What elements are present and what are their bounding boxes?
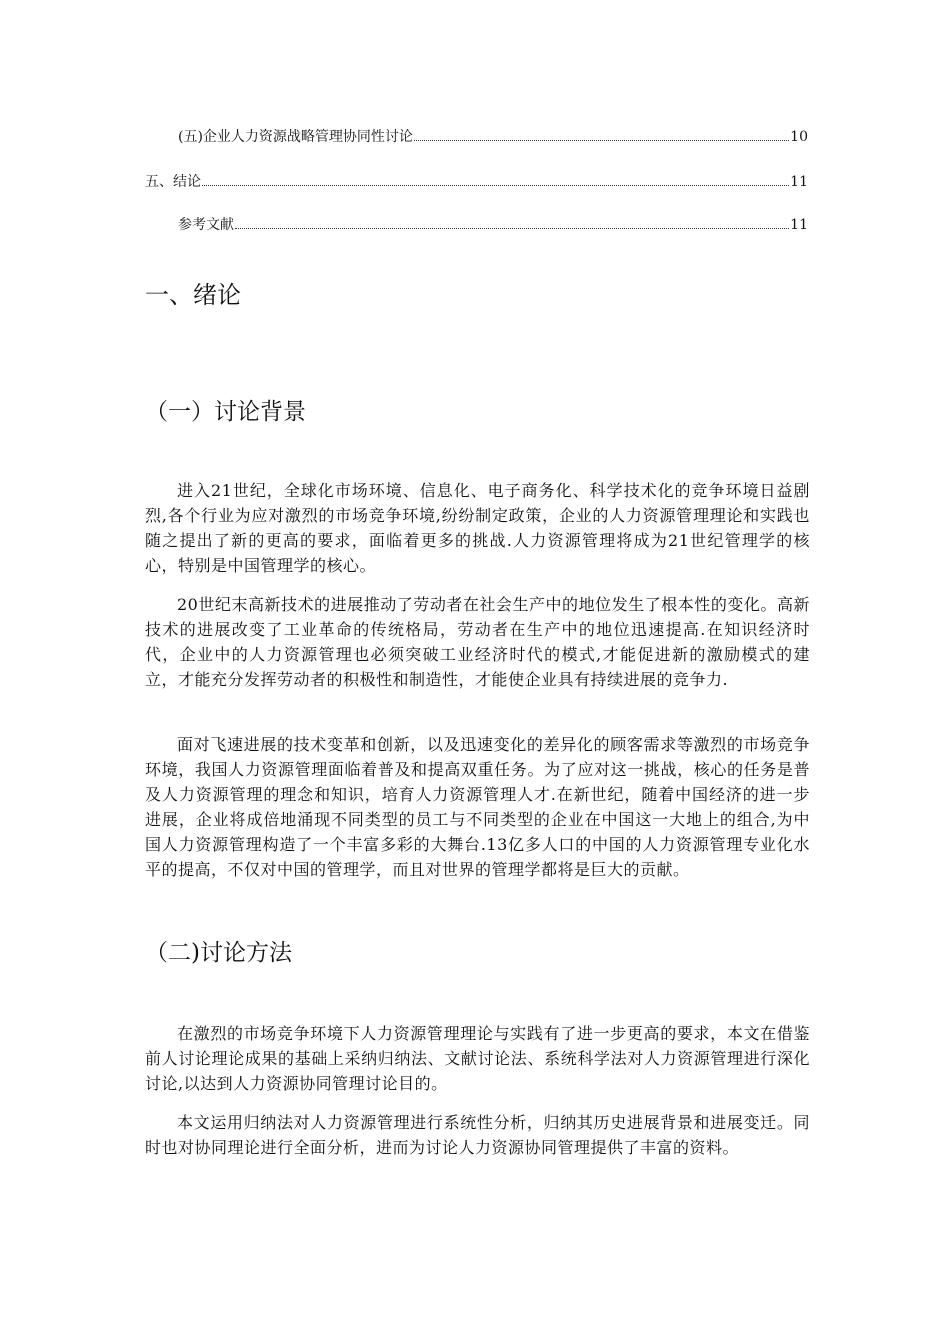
toc-leader-dots <box>202 173 789 186</box>
toc-entry-label: 五、结论 <box>145 174 201 190</box>
toc-entry-page: 11 <box>790 174 808 190</box>
toc-entry-label: (五)企业人力资源战略管理协同性讨论 <box>178 129 413 145</box>
toc-leader-dots <box>414 128 789 141</box>
body-paragraph: 本文运用归纳法对人力资源管理进行系统性分析，归纳其历史进展背景和进展变迁。同时也对协同理论进行全面分析，进而为讨论人力资源协同管理提供了丰富的资料。 <box>145 1113 810 1157</box>
toc-entry[interactable] <box>145 173 808 191</box>
toc-leader-dots <box>235 216 789 229</box>
toc-entry-page: 11 <box>790 217 808 233</box>
subsection-heading: （一）讨论背景 <box>145 399 306 425</box>
body-paragraph: 20世纪末高新技术的进展推动了劳动者在社会生产中的地位发生了根本性的变化。高新技术的进展改变了工业革命的传统格局，劳动者在生产中的地位迅速提高.在知识经济时代，企业中的人力资源管理也必须突破工业经济时代的模式,才能促进新的激励模式的建立，才能充分发挥劳动者的积极性和制造性，才能使企业具有持续进展的竞争力. <box>145 595 810 689</box>
body-paragraph: 在激烈的市场竞争环境下人力资源管理理论与实践有了进一步更高的要求，本文在借鉴前人讨论理论成果的基础上采纳归纳法、文献讨论法、系统科学法对人力资源管理进行深化讨论,以达到人力资源协同管理讨论目的。 <box>145 1024 810 1093</box>
toc-entry[interactable] <box>178 216 808 234</box>
subsection-heading: （二)讨论方法 <box>145 940 292 966</box>
section-heading: 一、绪论 <box>145 281 241 309</box>
body-paragraph: 面对飞速进展的技术变革和创新，以及迅速变化的差异化的顾客需求等激烈的市场竞争环境，我国人力资源管理面临着普及和提高双重任务。为了应对这一挑战，核心的任务是普及人力资源管理的理念和知识，培育人力资源管理人才.在新世纪，随着中国经济的进一步进展，企业将成倍地涌现不同类型的员工与不同类型的企业在中国这一大地上的组合,为中国人力资源管理构造了一个丰富多彩的大舞台.13亿多人口的中国的人力资源管理专业化水平的提高，不仅对中国的管理学，而且对世界的管理学都将是巨大的贡献。 <box>145 735 810 879</box>
toc-entry-page: 10 <box>790 129 808 145</box>
body-paragraph: 进入21世纪，全球化市场环境、信息化、电子商务化、科学技术化的竞争环境日益剧烈,各个行业为应对激烈的市场竞争环境,纷纷制定政策，企业的人力资源管理理论和实践也随之提出了新的更高的要求，面临着更多的挑战.人力资源管理将成为21世纪管理学的核心，特别是中国管理学的核心。 <box>145 481 810 575</box>
toc-entry[interactable] <box>178 128 808 146</box>
toc-entry-label: 参考文献 <box>178 217 234 233</box>
